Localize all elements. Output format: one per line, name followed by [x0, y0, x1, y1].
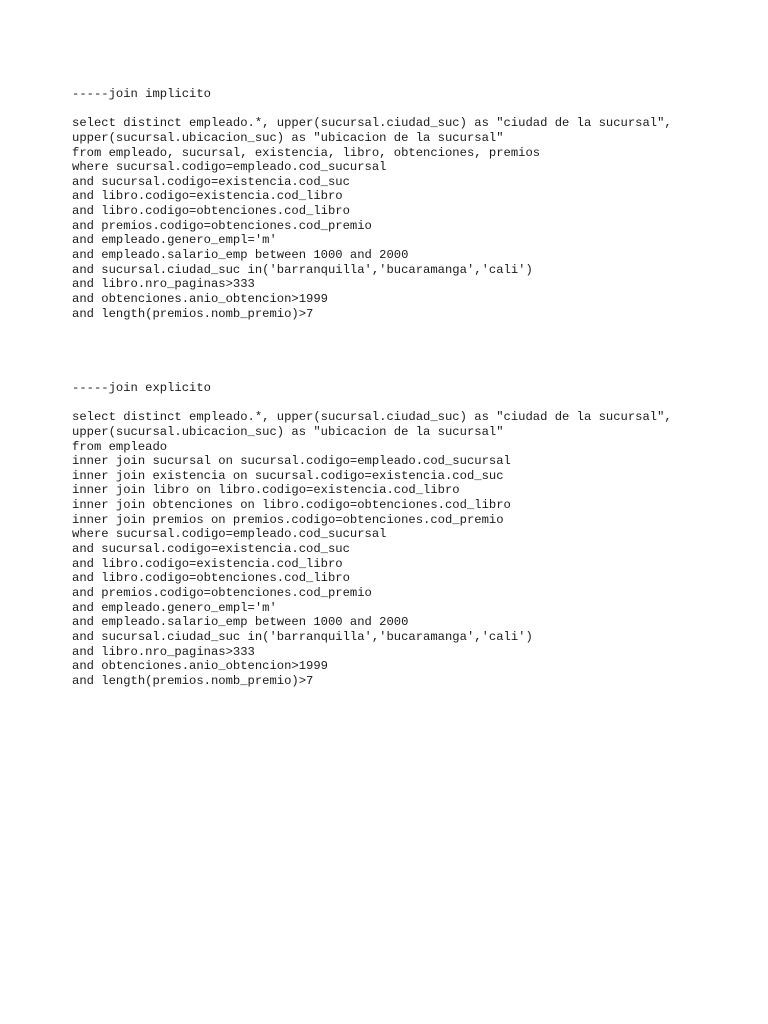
sql-line: select distinct empleado.*, upper(sucursal.ciudad_suc) as "ciudad de la sucursal", [72, 410, 672, 425]
sql-line: and libro.nro_paginas>333 [72, 644, 255, 659]
sql-line: and libro.codigo=obtenciones.cod_libro [72, 204, 350, 219]
sql-line: and sucursal.ciudad_suc in('barranquilla','bucaramanga','cali') [72, 262, 533, 277]
sql-line: and libro.codigo=existencia.cod_libro [72, 556, 343, 571]
sql-line: and obtenciones.anio_obtencion>1999 [72, 659, 328, 674]
sql-line: inner join libro on libro.codigo=existencia.cod_libro [72, 483, 460, 498]
sql-line: where sucursal.codigo=empleado.cod_sucursal [72, 527, 387, 542]
explicit-join-heading: -----join explicito [72, 381, 211, 395]
sql-line: upper(sucursal.ubicacion_suc) as "ubicacion de la sucursal" [72, 130, 504, 145]
sql-line: and libro.codigo=existencia.cod_libro [72, 189, 343, 204]
sql-line: and sucursal.ciudad_suc in('barranquilla','bucaramanga','cali') [72, 629, 533, 644]
sql-line: and obtenciones.anio_obtencion>1999 [72, 291, 328, 306]
sql-line: and empleado.genero_empl='m' [72, 600, 277, 615]
sql-line: upper(sucursal.ubicacion_suc) as "ubicacion de la sucursal" [72, 424, 504, 439]
sql-line: from empleado, sucursal, existencia, libro, obtenciones, premios [72, 145, 541, 160]
sql-line: and empleado.genero_empl='m' [72, 233, 277, 248]
sql-line: and empleado.salario_emp between 1000 and 2000 [72, 615, 409, 630]
sql-line: inner join sucursal on sucursal.codigo=empleado.cod_sucursal [72, 454, 511, 469]
sql-line: and libro.nro_paginas>333 [72, 277, 255, 292]
sql-line: inner join premios on premios.codigo=obtenciones.cod_premio [72, 512, 504, 527]
sql-line: and empleado.salario_emp between 1000 and 2000 [72, 248, 409, 263]
sql-line: from empleado [72, 439, 168, 454]
sql-line: and length(premios.nomb_premio)>7 [72, 306, 314, 321]
sql-line: and sucursal.codigo=existencia.cod_suc [72, 174, 350, 189]
sql-line: select distinct empleado.*, upper(sucursal.ciudad_suc) as "ciudad de la sucursal", [72, 116, 672, 131]
explicit-join-section [72, 381, 748, 688]
sql-line: and sucursal.codigo=existencia.cod_suc [72, 542, 350, 557]
implicit-join-section [72, 87, 748, 321]
sql-line: where sucursal.codigo=empleado.cod_sucursal [72, 160, 387, 175]
sql-line: and premios.codigo=obtenciones.cod_premio [72, 218, 372, 233]
implicit-join-heading: -----join implicito [72, 87, 211, 101]
sql-line: and premios.codigo=obtenciones.cod_premio [72, 585, 372, 600]
sql-line: and libro.codigo=obtenciones.cod_libro [72, 571, 350, 586]
sql-line: and length(premios.nomb_premio)>7 [72, 673, 314, 688]
sql-line: inner join existencia on sucursal.codigo=existencia.cod_suc [72, 468, 504, 483]
sql-line: inner join obtenciones on libro.codigo=obtenciones.cod_libro [72, 498, 511, 513]
